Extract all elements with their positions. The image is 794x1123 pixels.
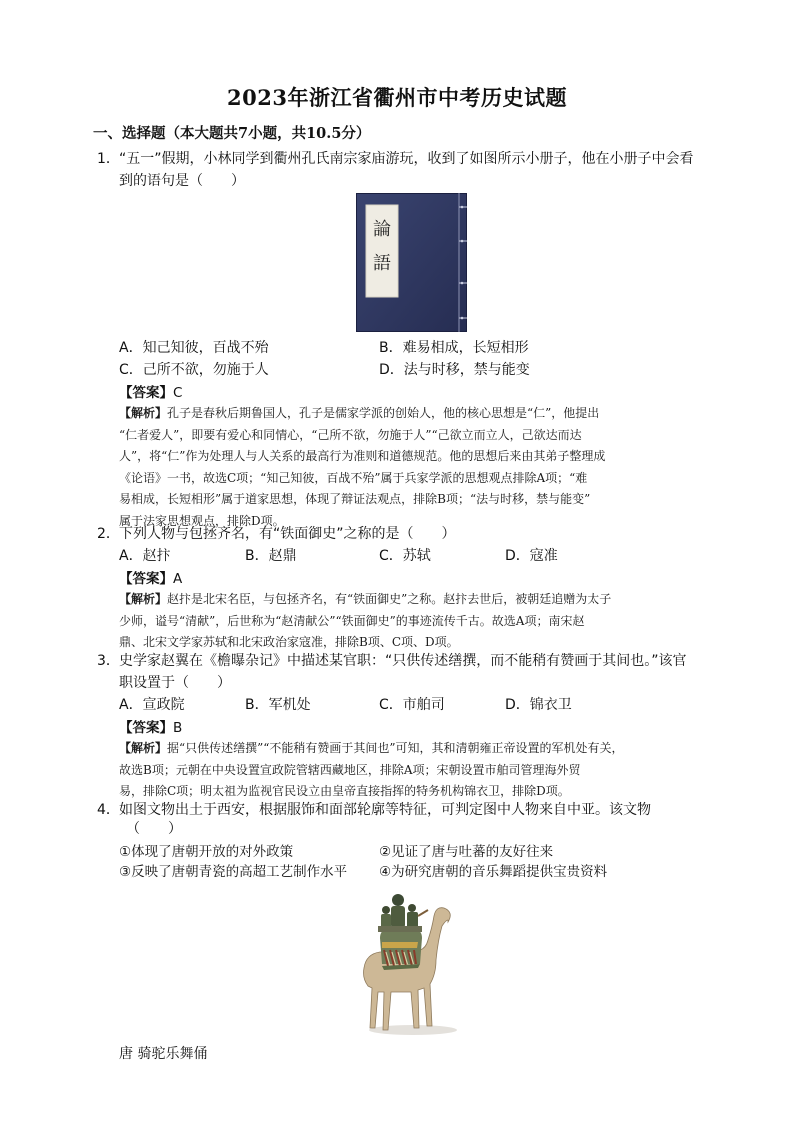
q2-stem: 下列人物与包拯齐名，有“铁面御史”之称的是（ ） <box>119 526 456 542</box>
q1-number: 1． <box>97 151 120 167</box>
answer-value: B <box>173 720 183 736</box>
explanation-line: 人”，将“仁”作为处理人与人关系的最高行为准则和道德规范。他的思想后来由其弟子整理成 <box>119 449 606 463</box>
q1-option-d: D．法与时移，禁与能变 <box>379 362 530 378</box>
q3-option-c: C．市舶司 <box>379 697 445 713</box>
q3-option-a: A．宣政院 <box>119 697 185 713</box>
q2-option-b: B．赵鼎 <box>245 548 297 564</box>
q1-explanation <box>119 403 605 532</box>
q2-option-c: C．苏轼 <box>379 548 431 564</box>
explanation-label: 【解析】 <box>119 741 168 755</box>
q3-option-b: B．军机处 <box>245 697 311 713</box>
explanation-line: “仁者爱人”，即要有爱心和同情心，“己所不欲，勿施于人”“己欲立而立人，己欲达而达 <box>119 427 582 442</box>
page-title: 2023年浙江省衢州市中考历史试题 <box>227 85 567 110</box>
analects-book-image <box>356 193 467 332</box>
q2-answer <box>119 567 182 587</box>
explanation-label: 【解析】 <box>119 406 168 420</box>
answer-label: 【答案】 <box>119 571 173 587</box>
q4-number: 4． <box>97 802 120 818</box>
book-title-char-2: 語 <box>373 253 391 274</box>
q3-stem-line1: 史学家赵翼在《檐曝杂记》中描述某官职：“只供传述缮撰，而不能稍有赞画于其间也。”该官 <box>119 653 687 669</box>
q2-option-d: D．寇准 <box>505 548 558 564</box>
explanation-line: 少师，谥号“清献”，后世称为“赵清献公”“铁面御史”的事迹流传千古。故选A项；南宋赵 <box>119 613 585 628</box>
q1-stem-line1: “五一”假期，小林同学到衢州孔氏南宗家庙游玩，收到了如图所示小册子，他在小册子中会看 <box>119 151 694 167</box>
explanation-line: 据“只供传述缮撰”“不能稍有赞画于其间也”可知，其和清朝雍正帝设置的军机处有关， <box>167 741 624 755</box>
q3-stem-line2: 职设置于（ ） <box>119 675 231 691</box>
q3-answer <box>119 716 182 736</box>
q4-stem-line1: 如图文物出土于西安，根据服饰和面部轮廓等特征，可判定图中人物来自中亚。该文物 <box>119 802 651 818</box>
explanation-line: 赵抃是北宋名臣，与包拯齐名，有“铁面御史”之称。赵抃去世后，被朝廷追赠为太子 <box>167 592 612 606</box>
q2-number: 2． <box>97 526 120 542</box>
q1-option-a: A．知己知彼，百战不殆 <box>119 340 269 356</box>
q1-stem-line2: 到的语句是（ ） <box>119 173 245 189</box>
book-title-char-1: 論 <box>373 219 391 240</box>
explanation-label: 【解析】 <box>119 592 168 606</box>
explanation-line: 故选B项；元朝在中央设置宣政院管辖西藏地区，排除A项；宋朝设置市舶司管理海外贸 <box>119 762 581 777</box>
q3-explanation <box>119 738 624 803</box>
answer-label: 【答案】 <box>119 720 173 736</box>
q4-statement-1: ①体现了唐朝开放的对外政策 <box>119 844 294 860</box>
q2-explanation <box>119 589 611 654</box>
q1-option-b: B．难易相成，长短相形 <box>379 340 529 356</box>
section-heading: 一、选择题（本大题共7小题，共10.5分） <box>93 125 371 142</box>
explanation-line: 易，排除C项；明太祖为监视官民设立由皇帝直接指挥的特务机构锦衣卫，排除D项。 <box>119 784 570 798</box>
explanation-line: 易相成，长短相形”属于道家思想，体现了辩证法观点，排除B项；“法与时移，禁与能变” <box>119 492 591 506</box>
q4-stem-line2: （ ） <box>126 821 182 837</box>
figurine-caption: 唐 骑驼乐舞俑 <box>119 1046 208 1062</box>
explanation-line: 孔子是春秋后期鲁国人，孔子是儒家学派的创始人，他的核心思想是“仁”，他提出 <box>167 406 600 420</box>
q2-option-a: A．赵抃 <box>119 548 171 564</box>
explanation-line: 《论语》一书，故选C项；“知己知彼，百战不殆”属于兵家学派的思想观点排除A项；“难 <box>119 470 588 485</box>
explanation-line: 鼎、北宋文学家苏轼和北宋政治家寇准，排除B项、C项、D项。 <box>119 635 459 649</box>
q1-option-c: C．己所不欲，勿施于人 <box>119 362 269 378</box>
q1-answer <box>119 381 182 401</box>
q3-number: 3． <box>97 653 120 669</box>
answer-value: C <box>173 385 183 401</box>
explanation-line: 属于法家思想观点，排除D项。 <box>119 513 285 528</box>
q4-statement-4: ④为研究唐朝的音乐舞蹈提供宝贵资料 <box>379 864 608 880</box>
answer-label: 【答案】 <box>119 385 173 401</box>
q3-option-d: D．锦衣卫 <box>505 697 572 713</box>
q4-statement-2: ②见证了唐与吐蕃的友好往来 <box>379 844 554 860</box>
answer-value: A <box>173 571 183 587</box>
q4-statement-3: ③反映了唐朝青瓷的高超工艺制作水平 <box>119 864 348 880</box>
camel-musicians-figurine-image <box>358 880 462 1036</box>
